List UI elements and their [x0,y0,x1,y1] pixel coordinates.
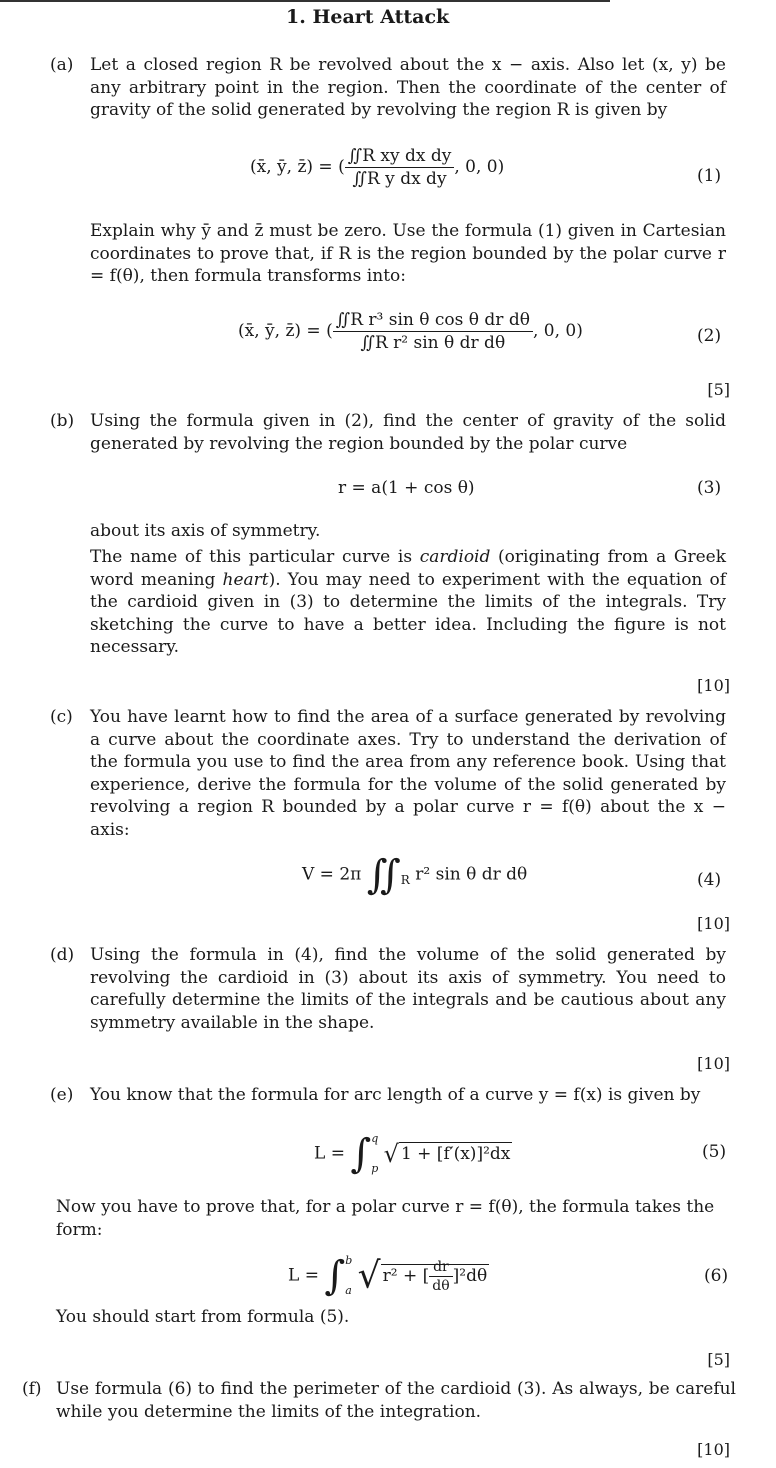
eq6-upper-limit: b [345,1254,353,1267]
eq6-tail: ]²dθ [452,1265,488,1286]
part-e-text-2: Now you have to prove that, for a polar curve r = f(θ), the formula takes the form: [56,1197,715,1240]
part-b-text-2: about its axis of symmetry. [90,521,321,541]
equation-6 [288,1246,489,1306]
part-b-label: (b) [50,411,75,431]
part-e-text-3: You should start from formula (5). [56,1307,350,1327]
part-a-marks: [5] [707,380,730,399]
eq6-fraction [429,1259,452,1294]
eq2-lhs: (x̄, ȳ, z̄) = ( [238,321,333,341]
eq6-numerator: dr [429,1259,452,1277]
part-b-text-3-pre: The name of this particular curve is [90,547,420,567]
part-d-label: (d) [50,945,75,965]
part-b-text: Using the formula given in (2), find the center of gravity of the solid generated by revolving the region bounded by the polar curve [90,411,726,454]
eq1-numerator: ∬R xy dx dy [345,146,455,168]
double-integral-icon: ∬ [366,852,401,898]
eq6-lower-limit: a [345,1284,352,1297]
eq5-number: (5) [702,1142,727,1162]
sqrt-icon: √ [357,1255,381,1297]
part-a-text: Let a closed region R be revolved about the x − axis. Also let (x, y) be any arbitrary point in the region. Then the coordinate of the center of gravity of the solid generated by revolving the region R is given by [90,55,726,120]
eq1-lhs: (x̄, ȳ, z̄) = ( [250,157,345,177]
part-a-text-2: Explain why ȳ and z̄ must be zero. Use the formula (1) given in Cartesian coordinates to prove that, if R is the region bounded by the polar curve r = f(θ), then formula transforms into: [90,221,726,286]
eq3-number: (3) [697,478,722,498]
part-c-text: You have learnt how to find the area of a surface generated by revolving a curve about the coordinate axes. Try to understand the derivation of the formula you use to find the area from any reference book. Using that experience, derive the formula for the volume of the solid generated by revolving a region R bounded by a polar curve r = f(θ) about the x − axis: [90,707,726,840]
eq5-lhs: L = [314,1143,345,1164]
sqrt-icon: √ [383,1140,399,1168]
integral-icon: ∫ [350,1131,372,1177]
top-rule [0,0,610,2]
part-e-text: You know that the formula for arc length of a curve y = f(x) is given by [90,1085,701,1105]
eq4-body: r² sin θ dr dθ [415,864,528,885]
eq5-body: 1 + [f′(x)]²dx [400,1143,511,1164]
part-b-term-cardioid: cardioid [419,547,491,567]
eq5-lower-limit: p [371,1162,379,1175]
eq6-r2: r² + [ [382,1265,430,1286]
part-c-label: (c) [50,707,73,727]
eq1-denominator: ∬R y dx dy [352,169,447,189]
equation-2 [238,310,583,353]
part-e-marks: [5] [707,1350,730,1369]
part-b-text-3 [90,546,726,659]
part-b-term-heart: heart [222,569,269,590]
eq1-tail: , 0, 0) [454,157,505,177]
part-f-marks: [10] [697,1440,730,1459]
eq1-fraction [345,146,455,189]
eq2-number: (2) [697,326,722,346]
part-b-marks: [10] [697,676,730,695]
part-e-label: (e) [50,1085,74,1105]
equation-4 [302,852,527,898]
eq5-limits [371,1124,378,1184]
part-f-label: (f) [22,1379,42,1399]
integral-icon: ∫ [324,1253,346,1299]
equation-3: r = a(1 + cos θ) [338,478,475,498]
part-b-text-3-mid: (originating from a Greek word meaning [90,547,726,590]
part-c-marks: [10] [697,914,730,933]
eq4-region: R [400,872,410,887]
eq6-denominator: dθ [432,1277,450,1294]
part-d-text: Using the formula in (4), find the volume of the solid generated by revolving the cardioid in (3) about its axis of symmetry. You need to carefully determine the limits of the integrals and be cautious about any symmetry available in the shape. [90,945,726,1033]
eq4-number: (4) [697,870,722,890]
eq6-lhs: L = [288,1265,319,1286]
equation-5 [314,1124,512,1184]
eq2-denominator: ∬R r² sin θ dr dθ [360,333,506,353]
part-b-text-3-post: ). You may need to experiment with the equation of the cardioid given in (3) to determine the limits of the integrals. Try sketching the curve to have a better idea. Including the figure is not necessary. [90,569,726,657]
eq2-numerator: ∬R r³ sin θ cos θ dr dθ [333,310,533,332]
eq2-tail: , 0, 0) [532,321,583,341]
part-a-label: (a) [50,55,74,75]
part-f-text: Use formula (6) to find the perimeter of the cardioid (3). As always, be careful while you determine the limits of the integration. [56,1379,736,1422]
eq1-number: (1) [697,166,722,186]
eq6-number: (6) [704,1266,729,1286]
eq5-upper-limit: q [371,1132,379,1145]
part-d-marks: [10] [697,1054,730,1073]
eq6-radicand [381,1258,490,1294]
eq6-limits [345,1246,352,1306]
equation-1 [250,146,504,189]
page-title: 1. Heart Attack [286,6,450,28]
eq4-lhs: V = 2π [302,864,362,885]
eq2-fraction [333,310,533,353]
